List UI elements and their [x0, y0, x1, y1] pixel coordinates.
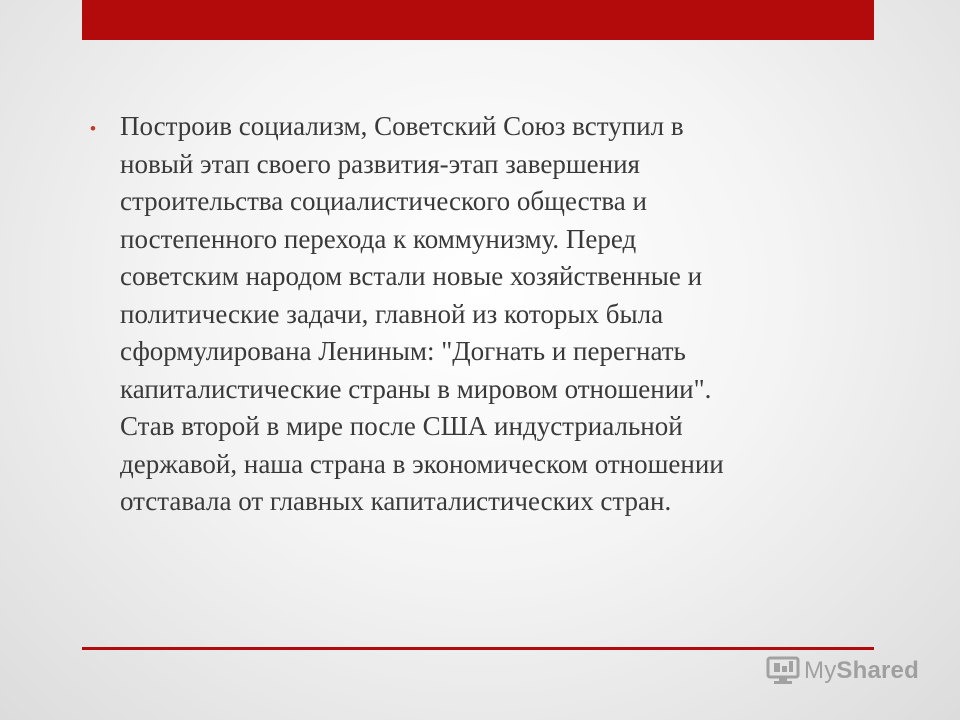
paragraph-line: отставала от главных капиталистических стран.	[120, 486, 672, 516]
bullet-item	[90, 108, 850, 521]
paragraph-line: новый этап своего развития-этап завершения	[120, 148, 640, 179]
myshared-watermark	[766, 656, 919, 686]
watermark-my: My	[804, 657, 837, 684]
bullet-marker: •	[90, 119, 96, 138]
paragraph-line: постепенного перехода к коммунизму. Перед	[120, 223, 637, 254]
bottom-accent-line	[82, 647, 874, 650]
paragraph-line: Став второй в мире после США индустриальной	[120, 411, 683, 441]
watermark-text	[804, 657, 919, 685]
watermark-shared: Shared	[836, 657, 919, 684]
paragraph-line: капиталистические страны в мировом отношении".	[120, 373, 712, 404]
paragraph-line: строительства социалистического общества и	[120, 186, 647, 216]
bullet-paragraph	[120, 108, 840, 521]
paragraph-line: Построив социализм, Советский Союз вступил в	[120, 111, 684, 141]
top-accent-bar	[82, 0, 874, 40]
paragraph-line: советским народом встали новые хозяйственные и	[120, 261, 703, 291]
paragraph-line: державой, наша страна в экономическом отношении	[120, 448, 724, 479]
paragraph-line: политические задачи, главной из которых была	[120, 298, 664, 329]
monitor-icon	[766, 656, 800, 686]
paragraph-line: сформулирована Лениным: "Догнать и перегнать	[120, 336, 686, 366]
slide-content	[90, 108, 850, 521]
